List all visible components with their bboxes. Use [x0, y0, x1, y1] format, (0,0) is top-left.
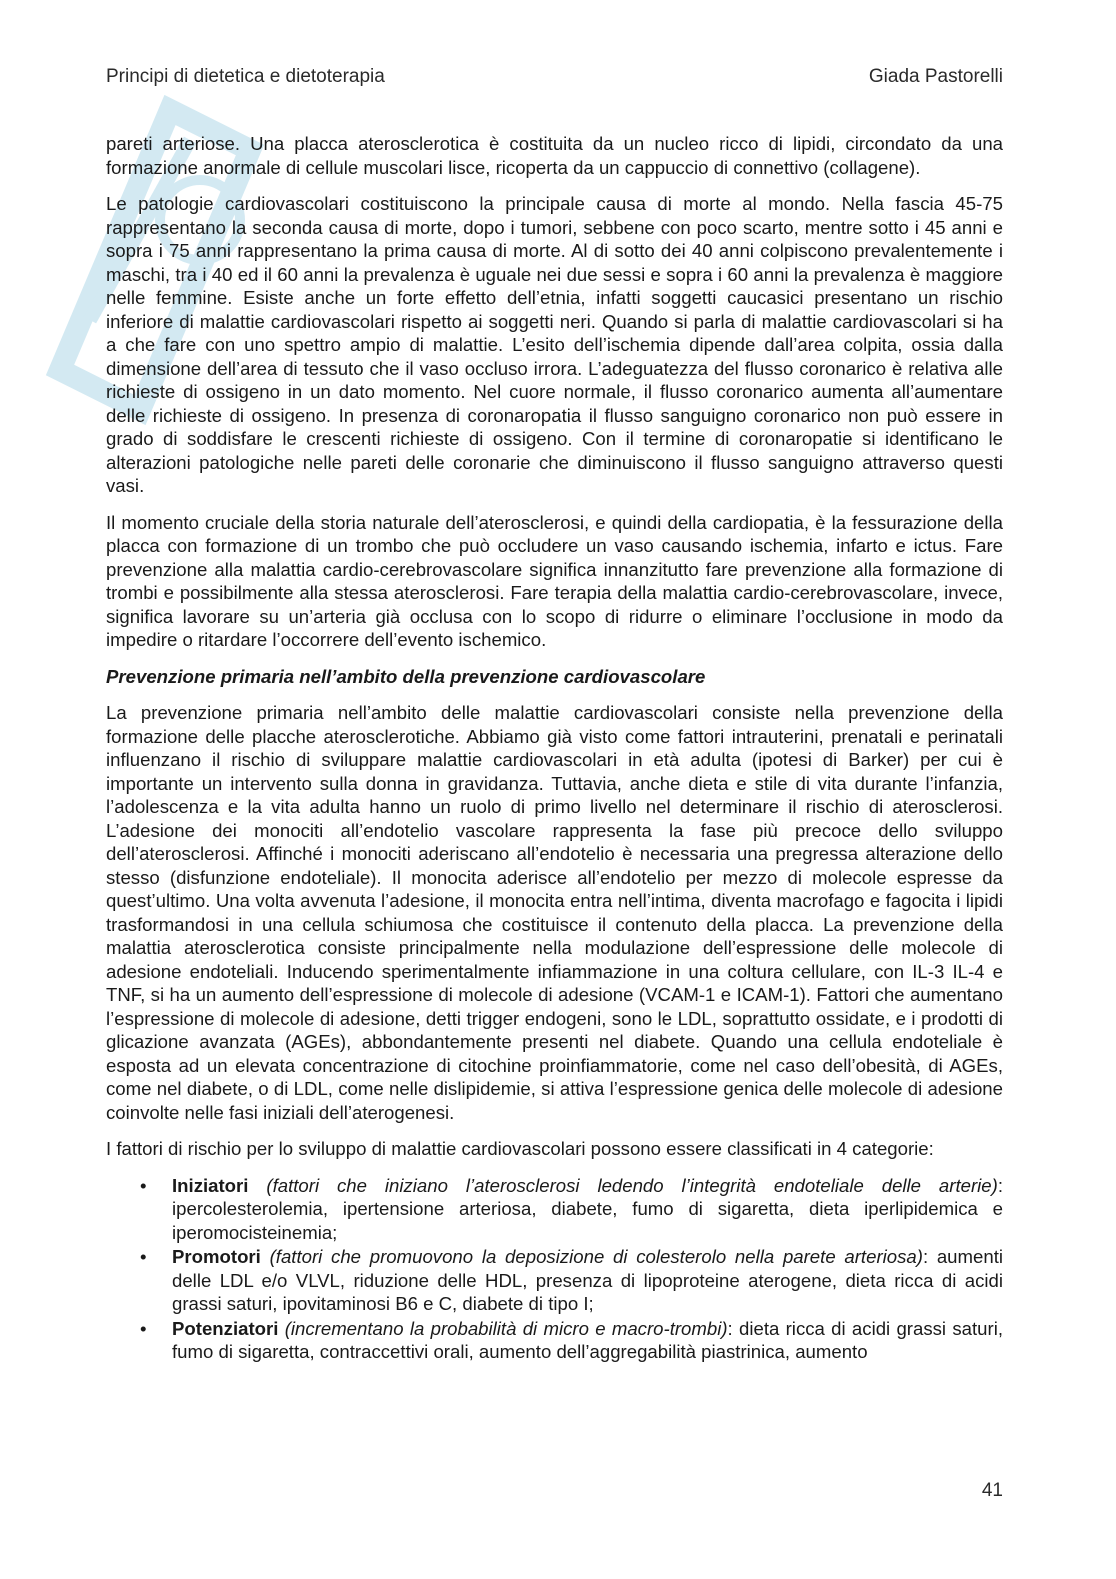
- document-title: Principi di dietetica e dietoterapia: [106, 66, 385, 87]
- list-item-note: (fattori che promuovono la deposizione di colesterolo nella parete arteriosa): [269, 1246, 923, 1267]
- list-item-text: : dieta ricca di acidi grassi saturi, fumo di sigaretta, contraccettivi orali, aumento dell’aggregabilità piastrinica, aumento: [172, 1317, 1003, 1362]
- list-item-note: (incrementano la probabilità di micro e macro-trombi): [284, 1317, 728, 1339]
- list-item: [140, 1245, 1003, 1316]
- bullet-icon: •: [140, 1317, 147, 1339]
- list-item-term: Promotori: [172, 1246, 261, 1267]
- list-item: [140, 1317, 1003, 1364]
- page-header: [106, 66, 1003, 96]
- list-item-note: (fattori che iniziano l’aterosclerosi ledendo l’integrità endoteliale delle arterie): [266, 1174, 998, 1196]
- risk-factor-list: [106, 1174, 1003, 1364]
- paragraph: Le patologie cardiovascolari costituiscono la principale causa di morte al mondo. Nella fascia 45-75 rappresentano la seconda causa di morte, dopo i tumori, sebbene con poco scarto, mentre sotto i 45 anni e sopra i 75 anni rappresentano la prima causa di morte. Al di sotto dei 40 anni colpiscono prevalentemente i maschi, tra i 40 ed il 60 anni la prevalenza è uguale nei due sessi e sopra i 60 anni la prevalenza è maggiore nelle femmine. Esiste anche un forte effetto dell’etnia, infatti soggetti caucasici presentano un rischio inferiore di malattie cardiovascolari rispetto ai soggetti neri. Quando si parla di malattie cardiovascolari si ha a che fare con uno spettro ampio di malattie. L’esito dell’ischemia dipende dall’area colpita, ossia dalla dimensione dell’area di tessuto che il vaso occluso irrora. L’adeguatezza del flusso coronarico è relativa alle richieste di ossigeno in un dato momento. Nel cuore normale, il flusso coronarico aumenta all’aumentare delle richieste di ossigeno. In presenza di coronaropatia il flusso sanguigno coronarico non può essere in grado di soddisfare le crescenti richieste di ossigeno. Con il termine di coronaropatie si identificano le alterazioni patologiche nelle pareti delle coronarie che diminuiscono il flusso sanguigno attraverso questi vasi.: [106, 193, 1003, 496]
- document-author: Giada Pastorelli: [868, 66, 1003, 87]
- bullet-icon: •: [140, 1246, 147, 1267]
- list-item-term: Iniziatori: [172, 1174, 249, 1196]
- list-item-term: Potenziatori: [172, 1317, 279, 1339]
- bullet-icon: •: [140, 1174, 147, 1196]
- page-number: 41: [981, 1480, 1003, 1501]
- paragraph: pareti arteriose. Una placca aterosclerotica è costituita da un nucleo ricco di lipidi, circondato da una formazione anormale di cellule muscolari lisce, ricoperta da un cappuccio di connettivo (collagene).: [106, 133, 1003, 178]
- paragraph: I fattori di rischio per lo sviluppo di malattie cardiovascolari possono essere classificati in 4 categorie:: [106, 1138, 934, 1159]
- list-item-text: : ipercolesterolemia, ipertensione arteriosa, diabete, fumo di sigaretta, dieta iperlipidemica e iperomocisteinemia;: [172, 1174, 1003, 1243]
- section-heading: Prevenzione primaria nell’ambito della prevenzione cardiovascolare: [106, 665, 706, 687]
- page-body: [106, 132, 1003, 1365]
- paragraph: Il momento cruciale della storia naturale dell’aterosclerosi, e quindi della cardiopatia, è la fessurazione della placca con formazione di un trombo che può occludere un vaso causando ischemia, infarto e ictus. Fare prevenzione alla malattia cardio-cerebrovascolare significa innanzitutto fare prevenzione alla formazione di trombi e possibilmente alla stessa aterosclerosi. Fare terapia della malattia cardio-cerebrovascolare, invece, significa lavorare su un’arteria già occlusa con lo scopo di ridurre o eliminare l’occlusione in modo da impedire o ritardare l’occorrere dell’evento ischemico.: [106, 511, 1003, 650]
- paragraph: La prevenzione primaria nell’ambito delle malattie cardiovascolari consiste nella prevenzione della formazione delle placche aterosclerotiche. Abbiamo già visto come fattori intrauterini, prenatali e perinatali influenzano il rischio di sviluppare malattie cardiovascolari in età adulta (ipotesi di Barker) per cui è importante un intervento sulla donna in gravidanza. Tuttavia, anche dieta e stile di vita durante l’infanzia, l’adolescenza e la vita adulta hanno un ruolo di primo livello nel determinare il rischio di aterosclerosi. L’adesione dei monociti all’endotelio vascolare rappresenta la fase più precoce dello sviluppo dell’aterosclerosi. Affinché i monociti aderiscano all’endotelio è necessaria una pregressa alterazione dello stesso (disfunzione endoteliale). Il monocita aderisce all’endotelio per mezzo di molecole espresse da quest’ultimo. Una volta avvenuta l’adesione, il monocita entra nell’intima, diventa macrofago e fagocita i lipidi trasformandosi in una cellula schiumosa che costituisce il contenuto della placca. La prevenzione della malattia aterosclerotica consiste principalmente nella modulazione dell’espressione delle molecole di adesione endoteliali. Inducendo sperimentalmente infiammazione in una coltura cellulare, con IL-3 IL-4 e TNF, si ha un aumento dell’espressione di molecole di adesione (VCAM-1 e ICAM-1). Fattori che aumentano l’espressione di molecole di adesione, detti trigger endogeni, sono le LDL, soprattutto ossidate, e i prodotti di glicazione avanzata (AGEs), abbondantemente presenti nel diabete. Quando una cellula endoteliale è esposta ad un elevata concentrazione di citochine proinfiammatorie, come nel caso dell’obesità, di AGEs, come nel diabete, o di LDL, come nelle dislipidemie, si attiva l’espressione genica delle molecole di adesione coinvolte nelle fasi iniziali dell’aterogenesi.: [106, 702, 1003, 1123]
- list-item-text: : aumenti delle LDL e/o VLVL, riduzione delle HDL, presenza di lipoproteine aterogene, dieta ricca di acidi grassi saturi, ipovitaminosi B6 e C, diabete di tipo I;: [172, 1246, 1003, 1314]
- list-item: [140, 1174, 1003, 1245]
